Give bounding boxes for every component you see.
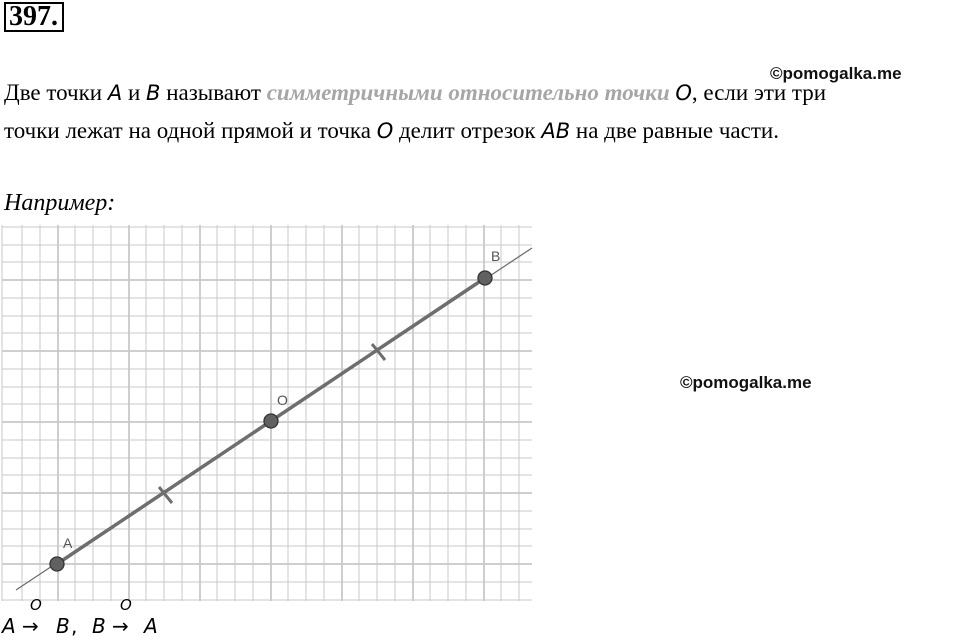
text: на две равные части. [570, 118, 779, 143]
notation-to-b: B [56, 614, 70, 638]
notation-separator: , [71, 614, 78, 638]
label-b: B [491, 248, 501, 264]
point-o [264, 414, 278, 428]
point-a [50, 557, 64, 571]
text: и [122, 80, 147, 105]
problem-number: 397. [4, 2, 64, 32]
notation-from-a: A [2, 614, 16, 638]
text: делит отрезок [393, 118, 542, 143]
var-b: B [146, 81, 161, 105]
watermark-top: ©pomogalka.me [770, 64, 902, 83]
text: точки лежат на одной прямой и точка [4, 118, 377, 143]
symmetry-figure [0, 222, 540, 602]
arrow-label-o-2: O [120, 596, 132, 614]
watermark-middle: ©pomogalka.me [680, 373, 812, 392]
notation-to-a: A [144, 614, 158, 638]
label-a: A [63, 535, 73, 551]
definition-line-2 [4, 118, 779, 144]
var-o: O [675, 81, 692, 105]
text: Две точки [4, 80, 108, 105]
point-b [478, 271, 492, 285]
grid [2, 225, 532, 601]
text: , если эти три [691, 80, 827, 105]
var-a: A [107, 81, 123, 105]
text: называют [160, 80, 267, 105]
label-o: O [277, 392, 288, 408]
example-label: Например: [4, 190, 116, 216]
arrow-label-o-1: O [30, 596, 42, 614]
definition-line-1 [4, 80, 826, 106]
var-o: O [376, 119, 394, 143]
var-ab: AB [541, 119, 571, 143]
highlight-term: симметричными относительно точки [266, 80, 670, 105]
arrow-icon: → [22, 614, 39, 638]
symmetry-notation [2, 596, 182, 640]
notation-from-b: B [92, 614, 106, 638]
arrow-icon: → [112, 614, 129, 638]
